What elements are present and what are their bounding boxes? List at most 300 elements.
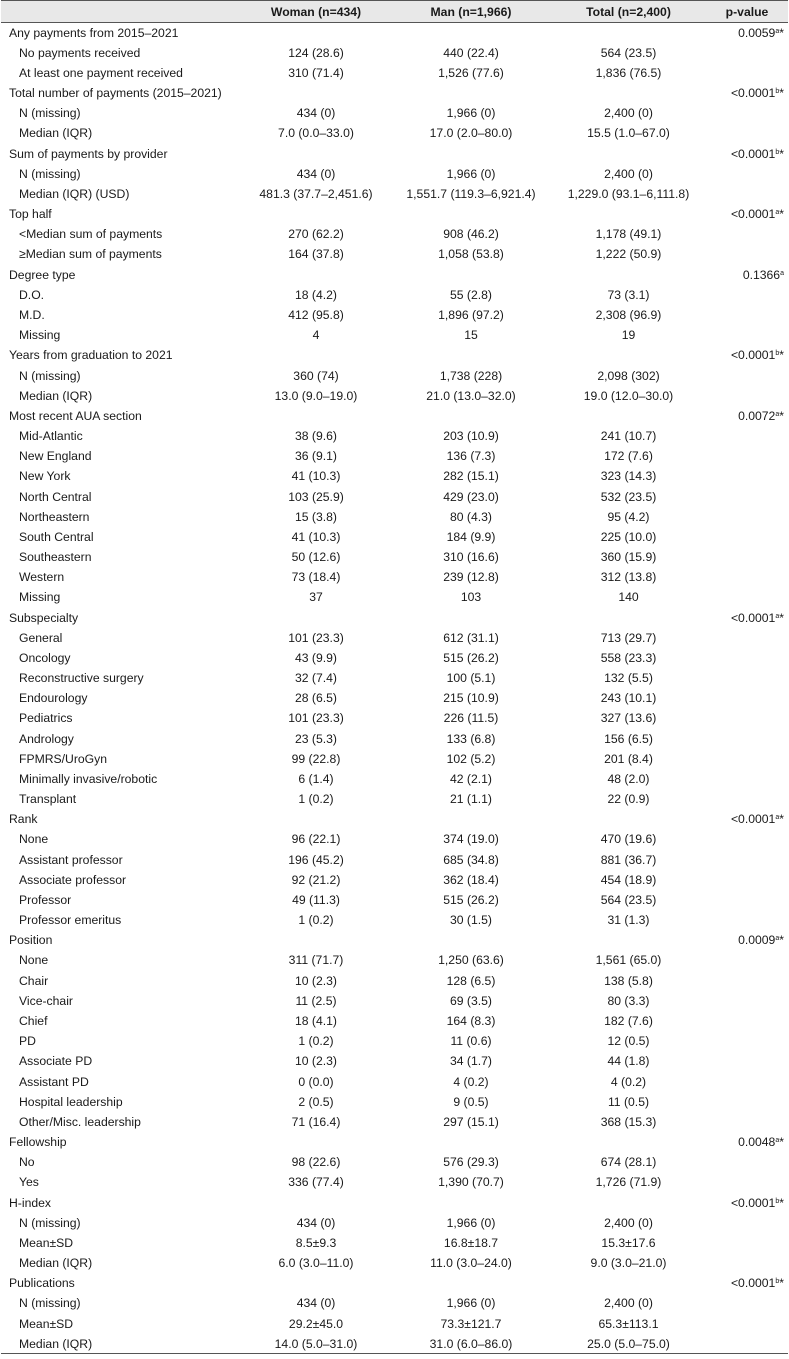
cell-man: 1,390 (70.7) <box>438 1175 504 1190</box>
table-row <box>1 729 788 749</box>
cell-p-value <box>706 184 788 204</box>
row-label: Median (IQR) <box>19 126 93 141</box>
p-value-text: <0.0001 <box>730 86 776 101</box>
cell-p-value <box>706 1051 788 1071</box>
row-label: Western <box>19 570 65 585</box>
cell-total <box>551 23 706 43</box>
table-row <box>1 466 788 486</box>
p-value-text: 0.0059 <box>738 25 776 40</box>
category-label: Fellowship <box>9 1135 67 1150</box>
row-label: M.D. <box>19 307 45 322</box>
cell-p-value <box>706 285 788 305</box>
cell-p-value <box>706 870 788 890</box>
cell-total: 138 (5.8) <box>604 973 653 988</box>
category-label: Any payments from 2015–2021 <box>9 25 179 40</box>
cell-woman: 38 (9.6) <box>294 429 337 444</box>
significance-marker: * <box>779 933 784 948</box>
cell-p-value <box>706 164 788 184</box>
cell-p-value <box>706 991 788 1011</box>
cell-man: 1,526 (77.6) <box>438 65 504 80</box>
cell-man: 184 (9.9) <box>446 529 496 544</box>
cell-man <box>391 809 551 829</box>
cell-man: 429 (23.0) <box>443 489 499 504</box>
cell-woman <box>241 1192 391 1212</box>
table-row <box>1 63 788 83</box>
cell-total: 564 (23.5) <box>600 892 657 907</box>
cell-total: 225 (10.0) <box>600 529 657 544</box>
cell-total: 1,222 (50.9) <box>595 247 662 262</box>
cell-p-value <box>706 1253 788 1273</box>
table-row <box>1 446 788 466</box>
cell-man <box>391 607 551 627</box>
table-row <box>1 1253 788 1273</box>
category-row <box>1 83 788 103</box>
cell-p-value <box>706 628 788 648</box>
cell-p-value <box>706 204 788 224</box>
cell-total: 2,400 (0) <box>604 106 653 121</box>
cell-p-value <box>706 224 788 244</box>
cell-man: 1,738 (228) <box>439 368 503 383</box>
table-row <box>1 850 788 870</box>
cell-total: 360 (15.9) <box>600 550 657 565</box>
cell-total <box>551 1132 706 1152</box>
cell-total: 19 <box>621 328 636 343</box>
cell-total <box>551 406 706 426</box>
cell-total: 243 (10.1) <box>600 691 657 706</box>
cell-man: 4 (0.2) <box>453 1074 489 1089</box>
cell-total: 2,400 (0) <box>604 166 653 181</box>
cell-man <box>391 83 551 103</box>
cell-total: 2,098 (302) <box>597 368 660 383</box>
row-label: ≥Median sum of payments <box>19 247 162 262</box>
cell-woman: 36 (9.1) <box>294 449 337 464</box>
cell-man: 55 (2.8) <box>449 287 492 302</box>
table-row <box>1 1071 788 1091</box>
significance-marker: * <box>779 1276 784 1291</box>
category-label: Total number of payments (2015–2021) <box>9 86 222 101</box>
table-row <box>1 184 788 204</box>
category-label: H-index <box>9 1195 51 1210</box>
cell-man: 102 (5.2) <box>446 751 496 766</box>
cell-p-value <box>706 587 788 607</box>
row-label: Reconstructive surgery <box>19 671 144 686</box>
cell-woman: 124 (28.6) <box>288 45 344 60</box>
p-value-footnote: b <box>775 350 780 358</box>
cell-woman: 14.0 (5.0–31.0) <box>241 1334 391 1354</box>
cell-woman: 164 (37.8) <box>288 247 344 262</box>
cell-total: 470 (19.6) <box>600 832 657 847</box>
cell-p-value <box>706 930 788 950</box>
cell-man: 17.0 (2.0–80.0) <box>429 126 513 141</box>
cell-woman: 270 (62.2) <box>288 227 344 242</box>
cell-total: 558 (23.3) <box>600 650 657 665</box>
cell-man: 69 (3.5) <box>449 993 492 1008</box>
cell-man: 908 (46.2) <box>443 227 499 242</box>
cell-woman: 49 (11.3) <box>292 892 340 907</box>
cell-total <box>551 930 706 950</box>
row-label: Mean±SD <box>19 1316 74 1331</box>
table-row <box>1 527 788 547</box>
demographics-table <box>1 0 788 1354</box>
p-value-footnote: a <box>780 269 784 277</box>
cell-p-value <box>706 1334 788 1354</box>
header-row <box>1 1 788 23</box>
cell-woman: 92 (21.2) <box>291 872 341 887</box>
cell-p-value <box>706 43 788 63</box>
row-label: Associate PD <box>19 1054 93 1069</box>
cell-woman <box>241 406 391 426</box>
cell-p-value <box>706 789 788 809</box>
cell-woman: 50 (12.6) <box>291 550 341 565</box>
cell-total <box>551 607 706 627</box>
cell-p-value <box>706 446 788 466</box>
table-row <box>1 305 788 325</box>
cell-p-value <box>706 466 788 486</box>
cell-woman: 1 (0.2) <box>298 913 334 928</box>
cell-p-value <box>706 386 788 406</box>
significance-marker: * <box>779 610 784 625</box>
cell-man: 612 (31.1) <box>443 630 499 645</box>
category-label: Most recent AUA section <box>9 408 142 423</box>
cell-woman: 10 (2.3) <box>294 1054 337 1069</box>
p-value-footnote: a <box>775 410 780 418</box>
p-value-footnote: b <box>775 1278 780 1286</box>
row-label: Median (IQR) <box>1 1334 241 1354</box>
significance-marker: * <box>779 408 784 423</box>
row-label: Pediatrics <box>19 711 73 726</box>
p-value-text: <0.0001 <box>730 1195 776 1210</box>
cell-man: 128 (6.5) <box>446 973 496 988</box>
table-row <box>1 628 788 648</box>
table-row <box>1 123 788 143</box>
row-label: At least one payment received <box>19 65 183 80</box>
cell-total: 2,400 (0) <box>604 1215 653 1230</box>
category-label: Subspecialty <box>9 610 79 625</box>
cell-p-value <box>706 1192 788 1212</box>
p-value-footnote: a <box>775 814 780 822</box>
cell-total: 368 (15.3) <box>600 1114 657 1129</box>
table-row <box>1 1152 788 1172</box>
cell-total: 564 (23.5) <box>600 45 657 60</box>
cell-man <box>391 1132 551 1152</box>
cell-total: 15.5 (1.0–67.0) <box>587 126 670 141</box>
cell-total <box>551 265 706 285</box>
cell-man: 42 (2.1) <box>449 771 492 786</box>
p-value-footnote: a <box>775 27 780 35</box>
row-label: New England <box>19 449 92 464</box>
cell-woman: 73 (18.4) <box>291 570 341 585</box>
row-label: Endourology <box>19 691 88 706</box>
header-cell-total: Total (n=2,400) <box>551 1 706 23</box>
cell-man: 239 (12.8) <box>443 570 499 585</box>
cell-woman <box>241 930 391 950</box>
cell-total <box>551 204 706 224</box>
cell-man <box>391 406 551 426</box>
cell-man <box>391 345 551 365</box>
cell-total: 12 (0.5) <box>607 1034 650 1049</box>
category-label: Top half <box>9 207 52 222</box>
cell-man: 1,966 (0) <box>446 1296 496 1311</box>
table-row <box>1 587 788 607</box>
cell-woman: 29.2±45.0 <box>288 1316 344 1331</box>
significance-marker: * <box>779 86 784 101</box>
cell-woman: 101 (23.3) <box>288 711 344 726</box>
cell-total: 327 (13.6) <box>600 711 657 726</box>
cell-p-value <box>706 708 788 728</box>
header-cell-man: Man (n=1,966) <box>391 1 551 23</box>
row-label: Southeastern <box>19 550 92 565</box>
cell-woman: 412 (95.8) <box>288 307 344 322</box>
cell-man <box>391 23 551 43</box>
cell-total: 156 (6.5) <box>604 731 653 746</box>
header-cell-p-value: p-value <box>706 1 788 23</box>
cell-woman: 32 (7.4) <box>294 671 337 686</box>
category-label: Position <box>9 933 53 948</box>
p-value-text: 0.0048 <box>738 1135 776 1150</box>
table-row <box>1 386 788 406</box>
significance-marker: * <box>779 348 784 363</box>
p-value-footnote: b <box>775 88 780 96</box>
row-label: N (missing) <box>19 1215 81 1230</box>
cell-woman: 7.0 (0.0–33.0) <box>278 126 354 141</box>
row-label: No payments received <box>19 45 141 60</box>
table-row <box>1 789 788 809</box>
cell-total: 11 (0.5) <box>607 1094 650 1109</box>
cell-p-value <box>706 305 788 325</box>
cell-man: 34 (1.7) <box>449 1054 492 1069</box>
cell-total: 454 (18.9) <box>600 872 657 887</box>
cell-total: 22 (0.9) <box>607 792 650 807</box>
cell-total: 65.3±113.1 <box>598 1316 659 1331</box>
cell-total: 312 (13.8) <box>600 570 657 585</box>
table-row <box>1 365 788 385</box>
cell-man: 164 (8.3) <box>446 1014 496 1028</box>
cell-total <box>551 1192 706 1212</box>
table-row <box>1 507 788 527</box>
category-label: Years from graduation to 2021 <box>9 348 173 363</box>
cell-p-value <box>706 406 788 426</box>
category-label: Sum of payments by provider <box>9 146 168 161</box>
cell-total: 9.0 (3.0–21.0) <box>590 1256 667 1271</box>
row-label: N (missing) <box>19 1296 81 1311</box>
cell-p-value <box>706 1273 788 1293</box>
cell-total: 15.3±17.6 <box>601 1235 656 1250</box>
category-row <box>1 345 788 365</box>
cell-woman: 8.5±9.3 <box>295 1235 337 1250</box>
cell-p-value <box>706 829 788 849</box>
cell-p-value <box>706 567 788 587</box>
cell-p-value <box>706 850 788 870</box>
cell-total: 182 (7.6) <box>604 1014 653 1028</box>
cell-man: 1,966 (0) <box>446 1215 496 1230</box>
cell-total: 1,178 (49.1) <box>595 227 662 242</box>
cell-man: 515 (26.2) <box>443 650 499 665</box>
cell-woman <box>241 265 391 285</box>
cell-man: 73.3±121.7 <box>440 1316 502 1331</box>
cell-man: 30 (1.5) <box>449 913 492 928</box>
cell-man: 203 (10.9) <box>443 429 499 444</box>
cell-p-value <box>706 688 788 708</box>
cell-woman: 4 <box>312 328 320 343</box>
cell-man <box>391 204 551 224</box>
category-row <box>1 607 788 627</box>
category-row <box>1 809 788 829</box>
cell-p-value <box>706 507 788 527</box>
significance-marker: * <box>779 25 784 40</box>
cell-man: 215 (10.9) <box>443 691 499 706</box>
category-row <box>1 1132 788 1152</box>
row-label: None <box>19 832 49 847</box>
category-row <box>1 23 788 43</box>
cell-woman: 6.0 (3.0–11.0) <box>278 1256 354 1271</box>
cell-total: 1,726 (71.9) <box>595 1175 662 1190</box>
table-row <box>1 668 788 688</box>
cell-p-value <box>706 1071 788 1091</box>
cell-woman: 18 (4.2) <box>294 287 337 302</box>
row-label: Missing <box>19 328 61 343</box>
cell-man: 1,966 (0) <box>446 166 496 181</box>
cell-total <box>551 144 706 164</box>
table-row <box>1 1233 788 1253</box>
cell-total: 132 (5.5) <box>604 671 653 686</box>
cell-man: 1,896 (97.2) <box>438 307 504 322</box>
row-label: N (missing) <box>19 368 81 383</box>
row-label: Median (IQR) <box>19 1256 93 1271</box>
p-value-text: <0.0001 <box>730 348 776 363</box>
cell-woman: 310 (71.4) <box>288 65 344 80</box>
row-label: Andrology <box>19 731 74 746</box>
table-row <box>1 103 788 123</box>
cell-woman <box>241 1273 391 1293</box>
table-row <box>1 1293 788 1313</box>
cell-man: 133 (6.8) <box>446 731 496 746</box>
cell-p-value <box>706 486 788 506</box>
cell-woman: 2 (0.5) <box>298 1094 334 1109</box>
table-row <box>1 708 788 728</box>
cell-man: 515 (26.2) <box>443 892 499 907</box>
cell-total: 532 (23.5) <box>600 489 657 504</box>
cell-total: 80 (3.3) <box>607 993 650 1008</box>
cell-p-value <box>706 527 788 547</box>
header-cell-woman: Woman (n=434) <box>241 1 391 23</box>
table-header <box>1 1 788 23</box>
cell-woman: 360 (74) <box>293 368 339 383</box>
row-label: PD <box>19 1034 36 1049</box>
cell-woman <box>241 83 391 103</box>
table-row <box>1 1031 788 1051</box>
p-value-text: 0.0009 <box>738 933 776 948</box>
cell-woman: 15 (3.8) <box>294 509 337 524</box>
cell-man: 11.0 (3.0–24.0) <box>430 1256 512 1271</box>
cell-p-value <box>706 729 788 749</box>
cell-total: 1,561 (65.0) <box>595 953 662 968</box>
table-row <box>1 164 788 184</box>
significance-marker: * <box>779 146 784 161</box>
cell-p-value <box>706 809 788 829</box>
cell-p-value <box>706 23 788 43</box>
p-value-footnote: a <box>775 935 780 943</box>
table-row <box>1 1112 788 1132</box>
table-row <box>1 325 788 345</box>
cell-woman: 434 (0) <box>296 166 336 181</box>
row-label: Associate professor <box>19 872 127 887</box>
cell-man: 103 <box>460 590 482 605</box>
cell-woman <box>241 1132 391 1152</box>
cell-total: 4 (0.2) <box>610 1074 647 1089</box>
cell-p-value <box>706 345 788 365</box>
cell-woman: 103 (25.9) <box>288 489 344 504</box>
cell-total: 323 (14.3) <box>600 469 657 484</box>
cell-woman: 311 (71.7) <box>288 953 344 968</box>
row-label: None <box>19 953 49 968</box>
cell-woman: 434 (0) <box>296 106 336 121</box>
row-label: Minimally invasive/robotic <box>19 771 158 786</box>
table-row <box>1 224 788 244</box>
cell-p-value <box>706 749 788 769</box>
cell-p-value <box>706 365 788 385</box>
cell-woman <box>241 607 391 627</box>
cell-woman <box>241 23 391 43</box>
row-label: General <box>19 630 63 645</box>
table-row <box>1 43 788 63</box>
table-row <box>1 1011 788 1031</box>
cell-man <box>391 144 551 164</box>
cell-man: 21 (1.1) <box>449 792 492 807</box>
significance-marker: * <box>779 1135 784 1150</box>
p-value-text: 0.1366 <box>742 267 781 282</box>
cell-total: 881 (36.7) <box>600 852 657 867</box>
p-value-footnote: b <box>775 1197 780 1205</box>
cell-p-value <box>706 83 788 103</box>
cell-p-value <box>706 144 788 164</box>
category-row <box>1 204 788 224</box>
header-cell-label <box>1 1 241 23</box>
cell-total: 1,229.0 (93.1–6,111.8) <box>567 186 690 201</box>
cell-total <box>551 1273 706 1293</box>
table-row <box>1 991 788 1011</box>
cell-total: 713 (29.7) <box>600 630 657 645</box>
table-row <box>1 285 788 305</box>
category-label: Degree type <box>9 267 76 282</box>
cell-woman <box>241 809 391 829</box>
cell-p-value <box>706 890 788 910</box>
cell-total: 31 (1.3) <box>607 913 650 928</box>
cell-man: 31.0 (6.0–86.0) <box>391 1334 551 1354</box>
table-row <box>1 547 788 567</box>
table-row <box>1 910 788 930</box>
row-label: New York <box>19 469 71 484</box>
cell-total: 73 (3.1) <box>607 287 650 302</box>
cell-woman: 0 (0.0) <box>298 1074 334 1089</box>
cell-woman: 6 (1.4) <box>298 771 334 786</box>
p-value-footnote: b <box>775 148 780 156</box>
cell-p-value <box>706 244 788 264</box>
table-row <box>1 486 788 506</box>
cell-p-value <box>706 1132 788 1152</box>
category-row <box>1 1273 788 1293</box>
category-label: Publications <box>9 1276 75 1291</box>
cell-man: 685 (34.8) <box>443 852 499 867</box>
cell-man: 11 (0.6) <box>450 1034 492 1049</box>
cell-p-value <box>706 971 788 991</box>
cell-woman: 37 <box>309 590 323 605</box>
table-row <box>1 244 788 264</box>
cell-p-value <box>706 63 788 83</box>
cell-man: 1,058 (53.8) <box>438 247 504 262</box>
cell-man: 282 (15.1) <box>443 469 499 484</box>
row-label: Median (IQR) (USD) <box>19 186 130 201</box>
cell-man <box>391 930 551 950</box>
